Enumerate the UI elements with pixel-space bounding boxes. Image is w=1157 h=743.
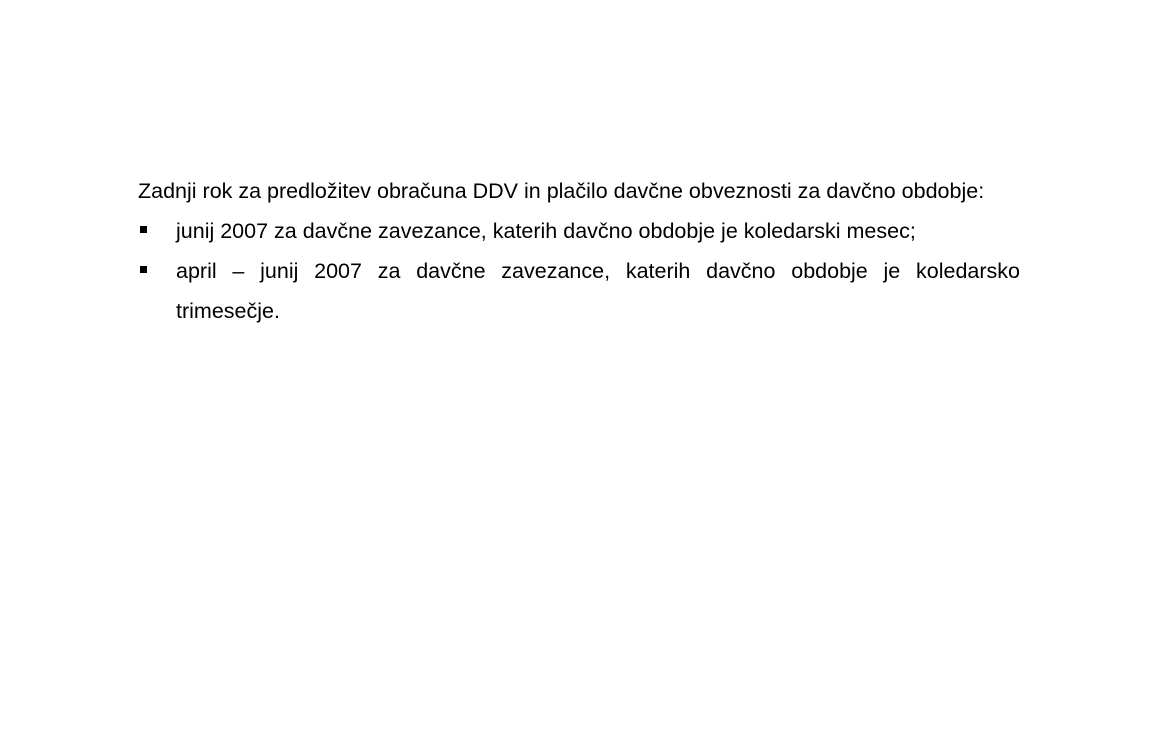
intro-paragraph: Zadnji rok za predložitev obračuna DDV in plačilo davčne obveznosti za davčno obdobje: [138, 179, 985, 203]
square-bullet-icon [140, 266, 147, 273]
list-item-text: april – junij 2007 za davčne zavezance, katerih davčno obdobje je koledarsko trimesečje. [176, 259, 1020, 323]
document-body [138, 171, 1020, 331]
list-item-text: junij 2007 za davčne zavezance, katerih davčno obdobje je koledarski mesec; [176, 219, 916, 243]
deadline-list [138, 211, 1020, 331]
list-item [138, 211, 1020, 251]
square-bullet-icon [140, 226, 147, 233]
list-item [138, 251, 1020, 331]
